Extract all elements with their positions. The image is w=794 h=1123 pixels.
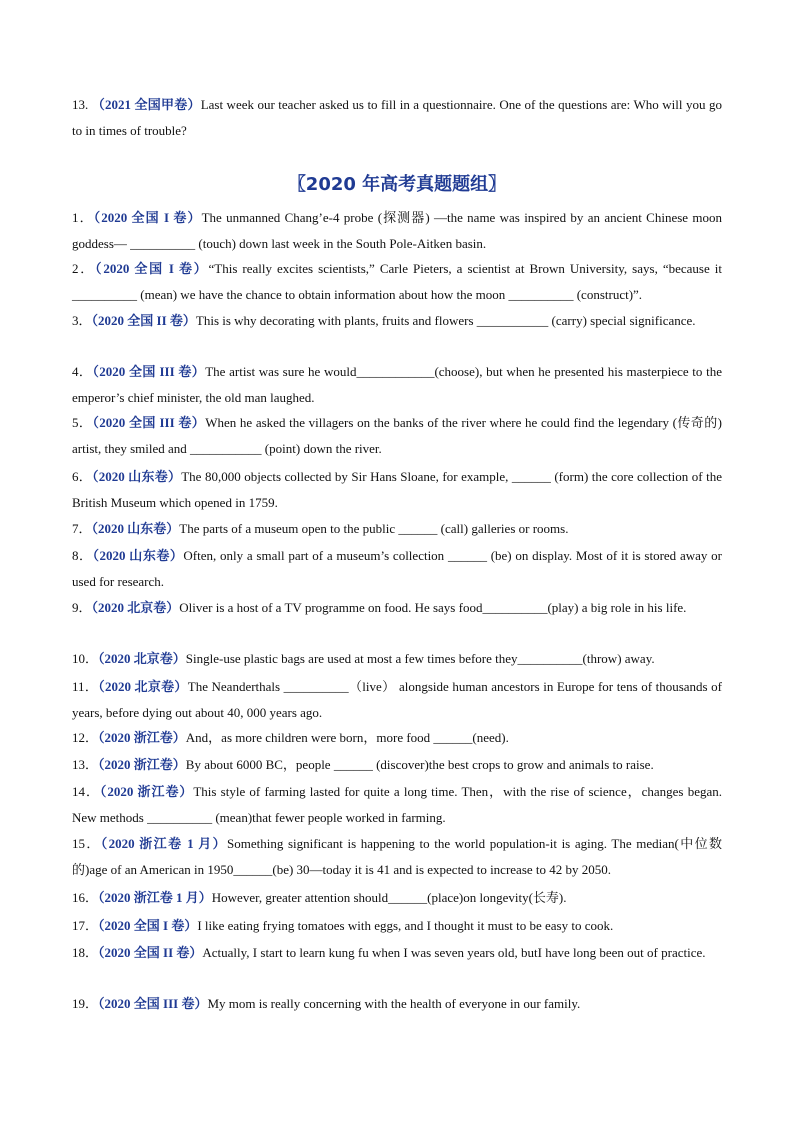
question-source: （2020 浙江卷 1 月） bbox=[100, 836, 227, 851]
question-source: （2020 全国 III 卷） bbox=[92, 364, 206, 379]
question-text: The unmanned Chang’e-4 probe (探测器) —the name was inspired by an ancient Chinese moon goddess— __________ (touch) down last week in the South Pole-Aitken basin. bbox=[72, 210, 722, 251]
question-number: 19． bbox=[72, 996, 99, 1011]
question-number: 2． bbox=[72, 261, 96, 276]
question-text: Single-use plastic bags are used at most a few times before they__________(throw) away. bbox=[185, 651, 655, 666]
question-number: 7． bbox=[72, 521, 92, 536]
question-item bbox=[72, 831, 722, 883]
question-source: （2020 北京卷） bbox=[98, 651, 186, 666]
question-text: Actually, I start to learn kung fu when I was seven years old, butI have long been out of practice. bbox=[202, 945, 706, 960]
question-number: 12． bbox=[72, 730, 99, 745]
question-text: Oliver is a host of a TV programme on food. He says food__________(play) a big role in his life. bbox=[179, 600, 687, 615]
section-heading: 〖2020 年高考真题题组〗 bbox=[287, 174, 507, 195]
question-item bbox=[72, 913, 722, 939]
question-number: 18． bbox=[72, 945, 99, 960]
question-source: （2020 北京卷） bbox=[91, 600, 180, 615]
question-item bbox=[72, 940, 722, 966]
question-text: The 80,000 objects collected by Sir Hans Sloane, for example, ______ (form) the core collection of the British Museum which opened in 1759. bbox=[72, 469, 722, 510]
question-number: 11． bbox=[72, 679, 99, 694]
question-item bbox=[72, 595, 722, 621]
question-item bbox=[72, 725, 722, 751]
question-source: （2020 全国 I 卷） bbox=[93, 210, 202, 225]
question-source: （2020 全国 II 卷） bbox=[91, 313, 196, 328]
question-source: （2020 浙江卷） bbox=[98, 757, 186, 772]
question-item bbox=[72, 359, 722, 411]
question-number: 8． bbox=[72, 548, 93, 563]
question-number: 9． bbox=[72, 600, 92, 615]
question-source: （2020 山东卷） bbox=[91, 521, 180, 536]
question-source: （2020 浙江卷） bbox=[98, 730, 186, 745]
question-number: 13． bbox=[72, 757, 99, 772]
question-source: （2020 山东卷） bbox=[92, 548, 184, 563]
question-number: 5． bbox=[72, 415, 93, 430]
question-item bbox=[72, 885, 722, 911]
question-text: This style of farming lasted for quite a long time. Then，with the rise of science，changes began. New methods __________ (mean)that fewer people worked in farming. bbox=[72, 784, 722, 825]
question-item bbox=[72, 464, 722, 516]
question-number: 13. bbox=[72, 97, 89, 112]
question-source: （2020 山东卷） bbox=[92, 469, 182, 484]
question-number: 10． bbox=[72, 651, 99, 666]
question-item bbox=[72, 256, 722, 308]
question-source: （2020 北京卷） bbox=[98, 679, 188, 694]
question-source: （2020 全国 I 卷） bbox=[98, 918, 198, 933]
question-item bbox=[72, 410, 722, 462]
question-text: The parts of a museum open to the public ______ (call) galleries or rooms. bbox=[179, 521, 569, 536]
question-text: The Neanderthals __________（live） alongside human ancestors in Europe for tens of thousands of years, before dying out about 40, 000 years ago. bbox=[72, 679, 722, 720]
question-text: Often, only a small part of a museum’s collection ______ (be) on display. Most of it is stored away or used for research. bbox=[72, 548, 722, 589]
question-text: “This really excites scientists,” Carle Pieters, a scientist at Brown University, says, “because it __________ (mean) we have the chance to obtain information about how the moon __________ (construct)”. bbox=[72, 261, 722, 302]
question-text: And，as more children were born，more food ______(need). bbox=[185, 730, 509, 745]
question-text: My mom is really concerning with the health of everyone in our family. bbox=[207, 996, 581, 1011]
question-text: By about 6000 BC，people ______ (discover)the best crops to grow and animals to raise. bbox=[185, 757, 654, 772]
question-item bbox=[72, 205, 722, 257]
question-text: Something significant is happening to the world population-it is aging. The median(中位数的)age of an American in 1950______(be) 30—today it is 41 and is expected to increase to 42 by 2050. bbox=[72, 836, 722, 877]
question-item bbox=[72, 674, 722, 726]
question-number: 15． bbox=[72, 836, 101, 851]
question-text: This is why decorating with plants, fruits and flowers ___________ (carry) special significance. bbox=[195, 313, 696, 328]
question-number: 16． bbox=[72, 890, 99, 905]
question-text: The artist was sure he would____________(choose), but when he presented his masterpiece to the emperor’s chief minister, the old man laughed. bbox=[72, 364, 722, 405]
question-source: （2020 全国 I 卷） bbox=[95, 261, 209, 276]
question-text: I like eating frying tomatoes with eggs, and I thought it must to be easy to cook. bbox=[197, 918, 614, 933]
question-number: 1． bbox=[72, 210, 94, 225]
question-source: （2020 全国 III 卷） bbox=[98, 996, 208, 1011]
question-number: 14． bbox=[72, 784, 100, 799]
question-number: 3． bbox=[72, 313, 92, 328]
question-item bbox=[72, 308, 722, 334]
question-source: （2020 全国 II 卷） bbox=[98, 945, 203, 960]
question-item bbox=[72, 991, 722, 1017]
question-item bbox=[72, 543, 722, 595]
question-item bbox=[72, 516, 722, 542]
question-text: When he asked the villagers on the banks of the river where he could find the legendary (传奇的) artist, they smiled and ___________ (point) down the river. bbox=[72, 415, 722, 456]
question-source: （2020 全国 III 卷） bbox=[92, 415, 206, 430]
question-source: （2020 浙江卷 1 月） bbox=[98, 890, 212, 905]
question-item bbox=[72, 779, 722, 831]
question-source: （2021 全国甲卷） bbox=[91, 97, 201, 112]
question-source: （2020 浙江卷） bbox=[99, 784, 194, 799]
question-text: Last week our teacher asked us to fill in a questionnaire. One of the questions are: Who will you go to in times of trouble? bbox=[72, 97, 722, 138]
question-number: 6． bbox=[72, 469, 92, 484]
question-item-13-2021 bbox=[72, 92, 722, 144]
question-number: 4． bbox=[72, 364, 93, 379]
question-number: 17． bbox=[72, 918, 99, 933]
question-item bbox=[72, 646, 722, 672]
question-text: However, greater attention should______(place)on longevity(长寿). bbox=[211, 890, 567, 905]
question-item bbox=[72, 752, 722, 778]
